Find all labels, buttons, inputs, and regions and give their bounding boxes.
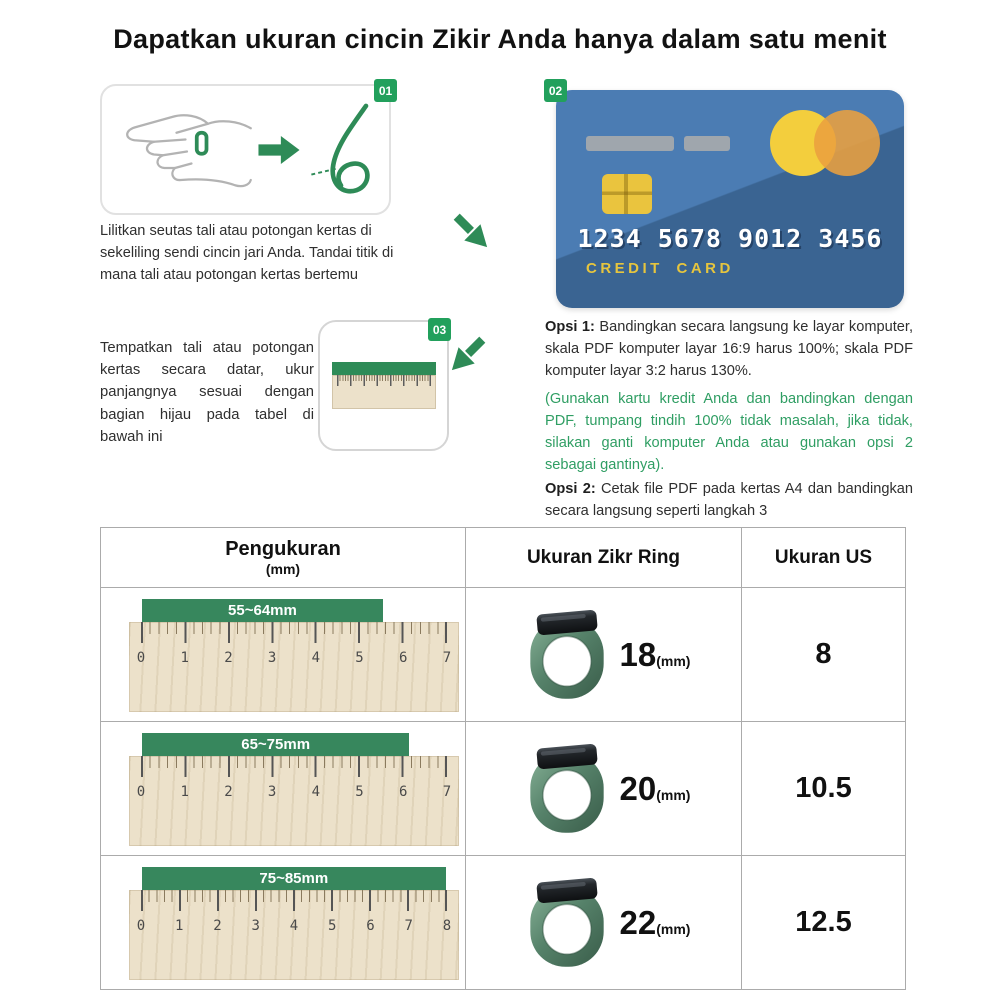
measurement-cell <box>101 856 465 989</box>
us-size-cell: 12.5 <box>741 856 905 989</box>
page-title: Dapatkan ukuran cincin Zikir Anda hanya dalam satu menit <box>113 24 887 54</box>
ring-mm-label <box>620 904 691 942</box>
ring-mm-label <box>620 636 691 674</box>
ruler-number: 4 <box>311 784 321 800</box>
table-row <box>101 587 905 721</box>
ruler-group <box>129 599 459 712</box>
ruler-number: 3 <box>267 650 277 666</box>
ring-mm-value: 22 <box>619 903 657 941</box>
card-label: CREDIT CARD <box>586 260 734 277</box>
ruler-number: 7 <box>442 784 452 800</box>
ruler-number: 1 <box>175 918 184 934</box>
card-name-bar <box>586 136 674 151</box>
ruler-illustration <box>129 622 459 712</box>
table-row <box>101 721 905 855</box>
ruler-number: 1 <box>180 650 189 666</box>
measurement-cell <box>101 588 465 721</box>
card-name-bar-short <box>684 136 730 151</box>
ruler-group <box>129 733 459 846</box>
measure-range-label: 75~85mm <box>259 870 329 887</box>
table-header-row <box>101 528 905 587</box>
option-2-label: Opsi 2: <box>545 481 596 497</box>
arrow-down-left-icon <box>450 334 488 372</box>
ring-size-cell <box>465 722 741 855</box>
header-pengukuran-label: Pengukuran <box>225 538 341 560</box>
ring-size-cell <box>465 856 741 989</box>
mini-ruler <box>332 375 436 409</box>
measure-range-label: 55~64mm <box>228 602 297 619</box>
mini-green-bar <box>332 362 436 375</box>
option-2-paragraph <box>545 479 913 523</box>
ruler-number: 1 <box>180 784 189 800</box>
mini-ruler-major-ticks <box>337 375 431 386</box>
option-2-text: Cetak file PDF pada kertas A4 dan bandingkan secara langsung seperti langkah 3 <box>545 481 914 519</box>
ruler-major-ticks <box>141 890 447 911</box>
ruler-illustration <box>129 756 459 846</box>
ruler-number: 2 <box>224 784 233 800</box>
ruler-number: 6 <box>399 784 408 800</box>
ruler-number: 6 <box>399 650 408 666</box>
measure-range-bar <box>142 867 446 890</box>
option-1-text: Bandingkan secara langsung ke layar komputer, skala PDF komputer layar 16:9 harus 100%; skala PDF komputer layar 3:2 harus 130%. <box>545 319 914 379</box>
header-us-size: Ukuran US <box>741 528 905 587</box>
ruler-number: 2 <box>213 918 222 934</box>
step1-badge: 01 <box>374 79 397 102</box>
zikr-ring-image <box>517 607 617 703</box>
measure-range-label: 65~75mm <box>241 736 311 753</box>
ruler-numbers <box>136 918 452 934</box>
us-size-cell: 8 <box>741 588 905 721</box>
measure-range-bar <box>142 733 409 756</box>
step2-badge: 02 <box>544 79 567 102</box>
header-pengukuran-unit: (mm) <box>265 561 301 577</box>
ruler-number: 5 <box>355 784 364 800</box>
ruler-number: 7 <box>404 918 413 934</box>
ring-mm-value: 18 <box>619 635 657 673</box>
step1-instruction-text: Lilitkan seutas tali atau potongan kertas di sekeliling sendi cincin jari Anda. Tandai titik di mana tali atau potongan kertas bertemu <box>100 223 394 283</box>
ruler-illustration <box>129 890 459 980</box>
ruler-number: 5 <box>355 650 364 666</box>
size-table <box>100 527 906 990</box>
ruler-number: 0 <box>136 918 146 934</box>
string-on-finger <box>197 132 207 153</box>
brand-circle-orange <box>814 110 880 176</box>
zikr-ring-image <box>517 875 617 971</box>
measure-range-bar <box>142 599 383 622</box>
arrow-right-icon <box>258 136 300 164</box>
ruler-group <box>129 867 459 980</box>
ruler-number: 3 <box>251 918 260 934</box>
ring-size-cell <box>465 588 741 721</box>
step3-illustration-box <box>318 320 449 451</box>
option-1-label: Opsi 1: <box>545 319 595 335</box>
string-loop-illustration <box>302 94 380 206</box>
table-row <box>101 855 905 989</box>
header-pengukuran <box>101 528 465 587</box>
option-green-note: (Gunakan kartu kredit Anda dan bandingkan dengan PDF, tumpang tindih 100% tidak masalah, jika tidak, silakan ganti komputer Anda atau gunakan opsi 2 sebagai gantinya). <box>545 391 913 473</box>
ring-mm-unit: (mm) <box>656 652 691 669</box>
ruler-number: 0 <box>136 784 146 800</box>
ruler-numbers <box>136 650 452 666</box>
ring-mm-value: 20 <box>619 769 657 807</box>
ruler-numbers <box>136 784 452 800</box>
ruler-major-ticks <box>141 756 447 777</box>
ruler-number: 8 <box>442 918 452 934</box>
card-number: 1234 5678 9012 3456 <box>577 224 883 253</box>
ring-mm-label <box>620 770 691 808</box>
card-brand-logo <box>770 110 882 178</box>
ring-mm-unit: (mm) <box>656 786 691 803</box>
ruler-number: 4 <box>311 650 321 666</box>
ruler-number: 5 <box>328 918 337 934</box>
ruler-number: 3 <box>267 784 277 800</box>
arrow-down-right-icon <box>451 211 489 249</box>
ruler-number: 7 <box>442 650 452 666</box>
ring-mm-unit: (mm) <box>656 920 691 937</box>
option-1-paragraph <box>545 317 913 383</box>
us-size-cell: 10.5 <box>741 722 905 855</box>
zikr-ring-image <box>517 741 617 837</box>
ruler-number: 6 <box>366 918 375 934</box>
ruler-number: 0 <box>136 650 146 666</box>
card-chip-icon <box>602 174 652 214</box>
measurement-cell <box>101 722 465 855</box>
ruler-number: 2 <box>224 650 233 666</box>
step3-badge: 03 <box>428 318 451 341</box>
header-zikr-ring: Ukuran Zikr Ring <box>465 528 741 587</box>
credit-card-illustration <box>556 90 904 308</box>
ruler-number: 4 <box>289 918 299 934</box>
step3-instruction-text: Tempatkan tali atau potongan kertas secara datar, ukur panjangnya sesuai dengan bagian hijau pada tabel di bawah ini <box>100 340 314 445</box>
step1-illustration-box <box>100 84 391 215</box>
hand-string-illustration <box>106 98 256 202</box>
mini-ruler-illustration <box>332 362 436 409</box>
ruler-major-ticks <box>141 622 447 643</box>
